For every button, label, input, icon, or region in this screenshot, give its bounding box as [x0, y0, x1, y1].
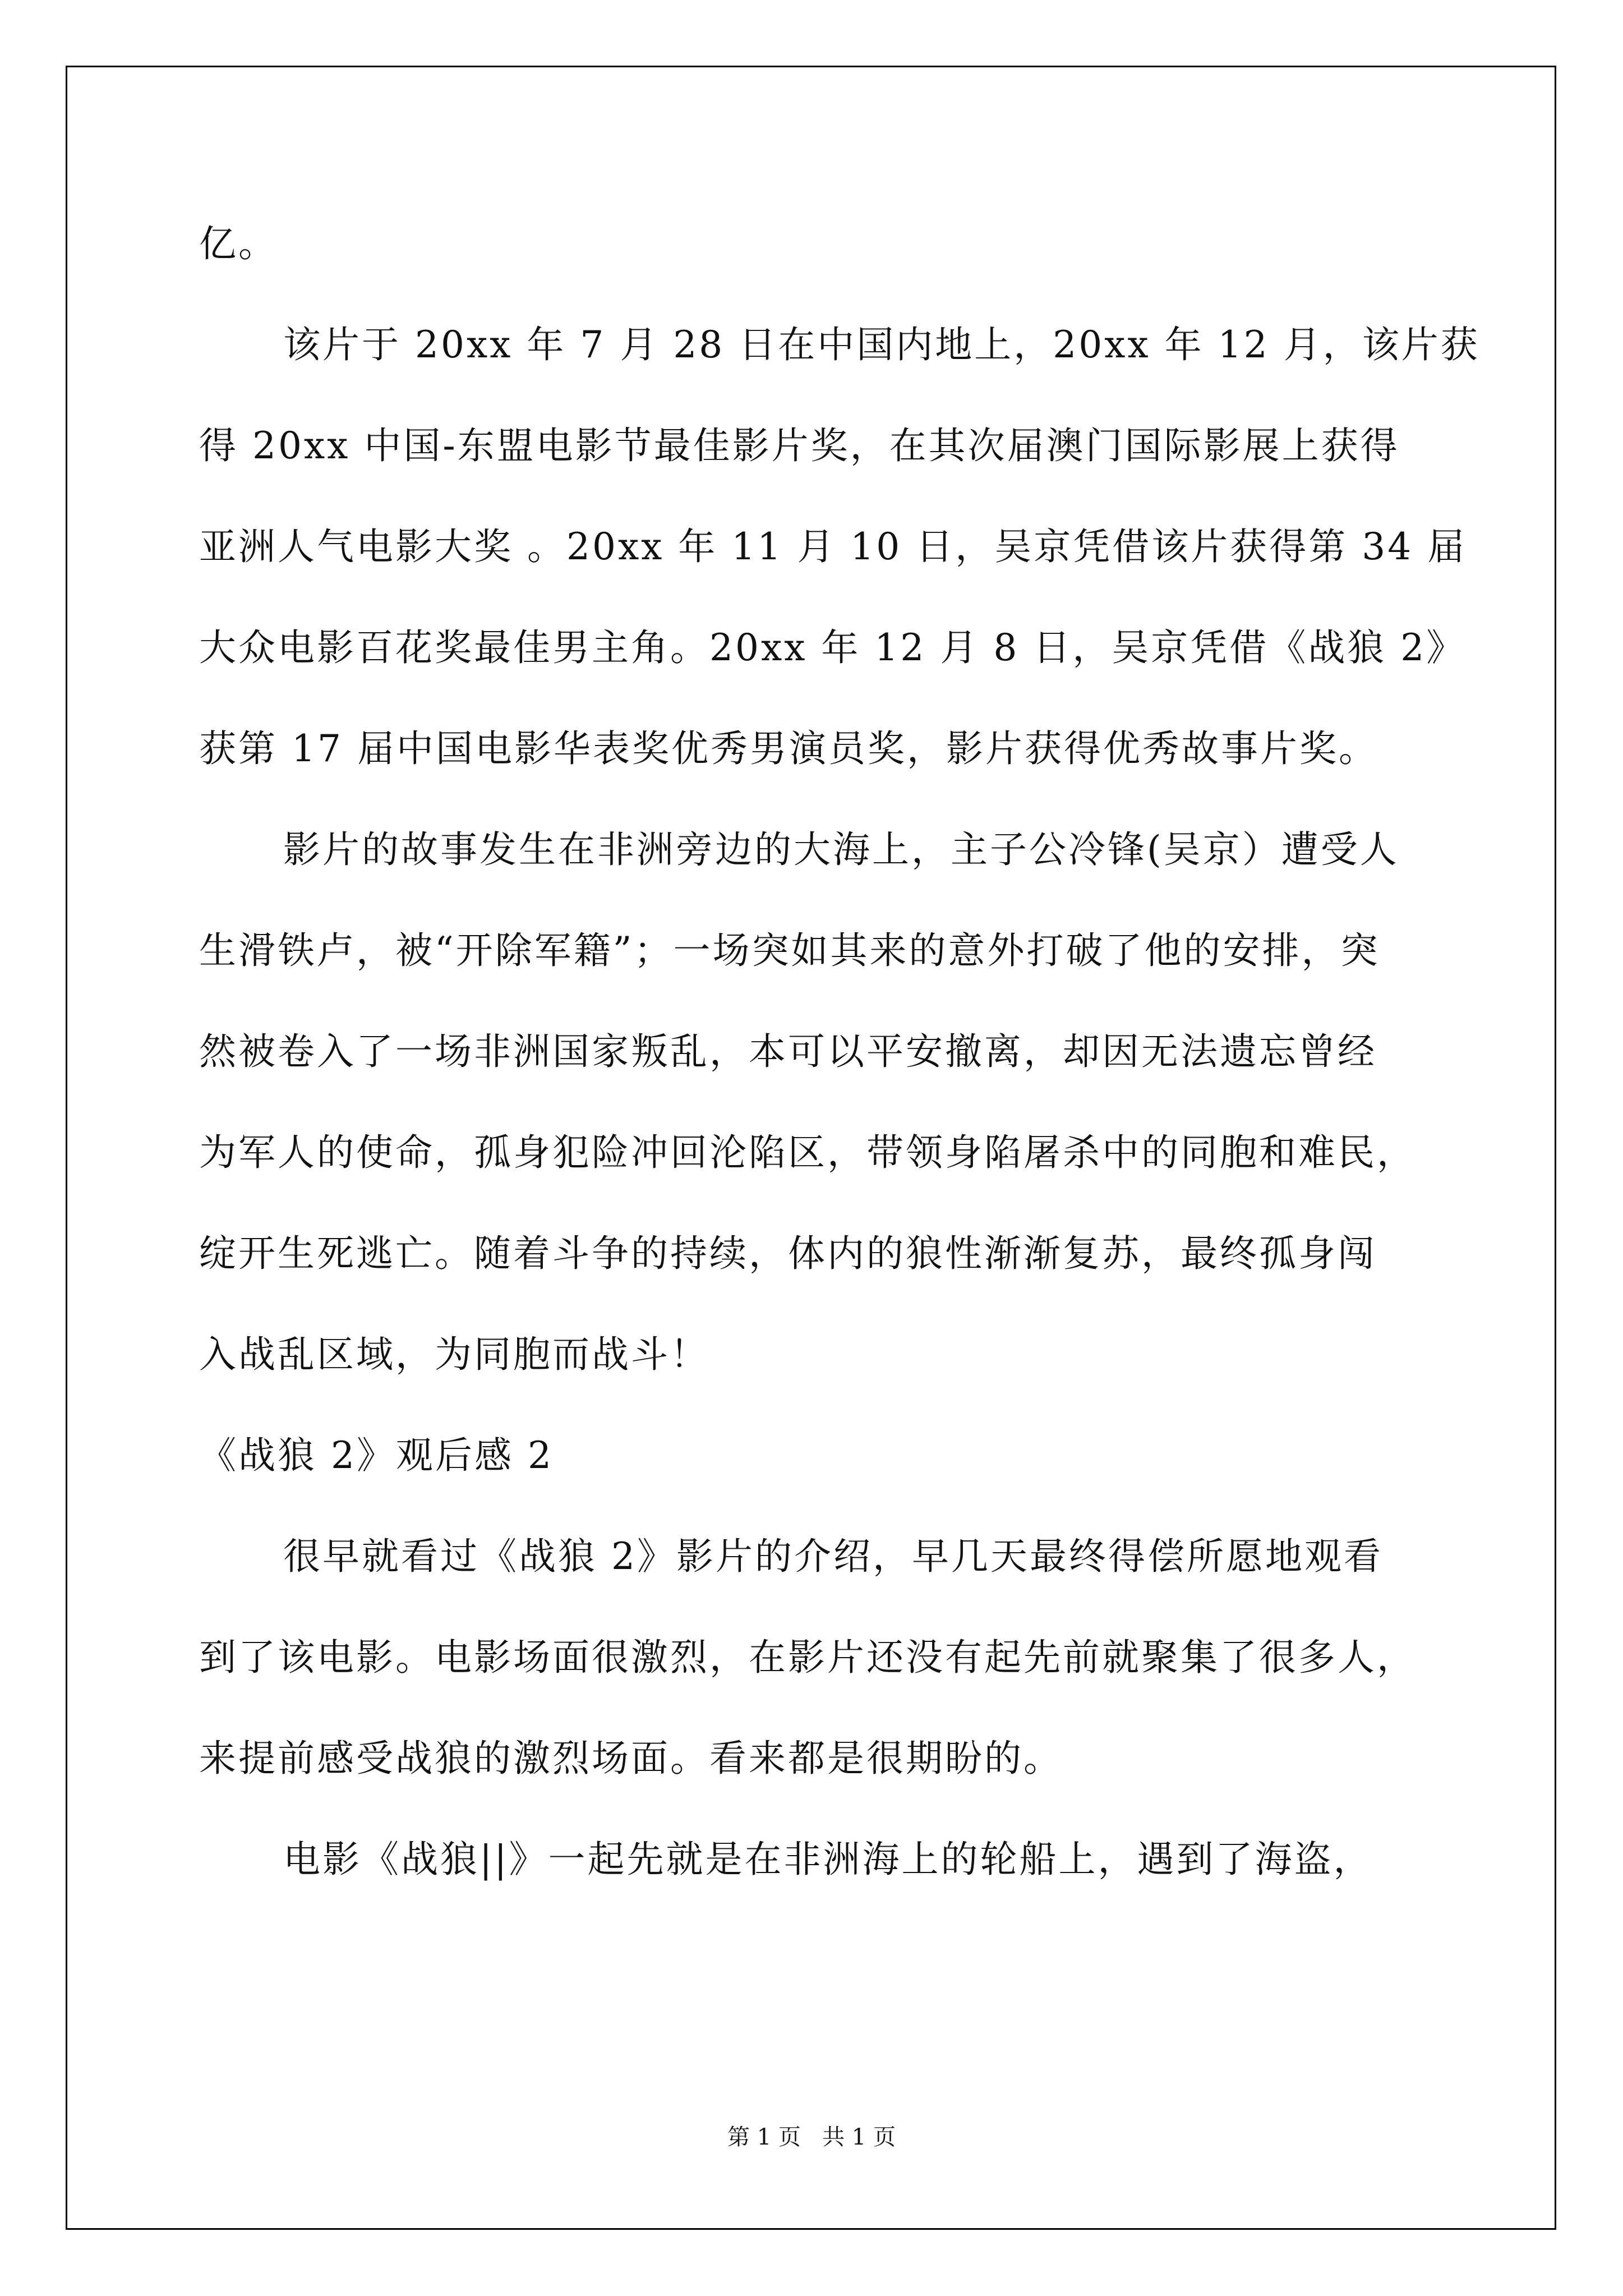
paragraph-start-line: 影片的故事发生在非洲旁边的大海上，主子公冷锋(吴京）遭受人: [283, 828, 1399, 871]
text-line: 来提前感受战狼的激烈场面。看来都是很期盼的。: [199, 1737, 1063, 1780]
text-line: 亿。: [199, 222, 278, 265]
text-line: 然被卷入了一场非洲国家叛乱，本可以平安撤离，却因无法遗忘曾经: [199, 1030, 1377, 1073]
text-line: 生滑铁卢，被“开除军籍”；一场突如其来的意外打破了他的安排，突: [199, 929, 1380, 972]
text-line: 亚洲人气电影大奖 。20xx 年 11 月 10 日，吴京凭借该片获得第 34 届: [199, 525, 1467, 568]
paragraph-start-line: 该片于 20xx 年 7 月 28 日在中国内地上，20xx 年 12 月，该片获: [283, 323, 1480, 366]
text-line: 到了该电影。电影场面很激烈，在影片还没有起先前就聚集了很多人，: [199, 1636, 1416, 1679]
document-body: [199, 194, 1480, 1910]
text-line: 大众电影百花奖最佳男主角。20xx 年 12 月 8 日，吴京凭借《战狼 2》: [199, 626, 1466, 669]
text-line: 绽开生死逃亡。随着斗争的持续，体内的狼性渐渐复苏，最终孤身闯: [199, 1232, 1377, 1275]
text-line: 入战乱区域，为同胞而战斗！: [199, 1333, 709, 1376]
paragraph-start-line: 很早就看过《战狼 2》影片的介绍，早几天最终得偿所愿地观看: [283, 1535, 1383, 1578]
text-line: 获第 17 届中国电影华表奖优秀男演员奖，影片获得优秀故事片奖。: [199, 727, 1378, 770]
text-line: 得 20xx 中国-东盟电影节最佳影片奖，在其次届澳门国际影展上获得: [199, 424, 1400, 467]
text-line: 为军人的使命，孤身犯险冲回沦陷区，带领身陷屠杀中的同胞和难民，: [199, 1131, 1416, 1174]
paragraph-start-line: 电影《战狼||》一起先就是在非洲海上的轮船上，遇到了海盗，: [283, 1838, 1373, 1881]
section-heading: 《战狼 2》观后感 2: [199, 1434, 554, 1477]
page-footer: 第 1 页 共 1 页: [727, 2124, 896, 2150]
